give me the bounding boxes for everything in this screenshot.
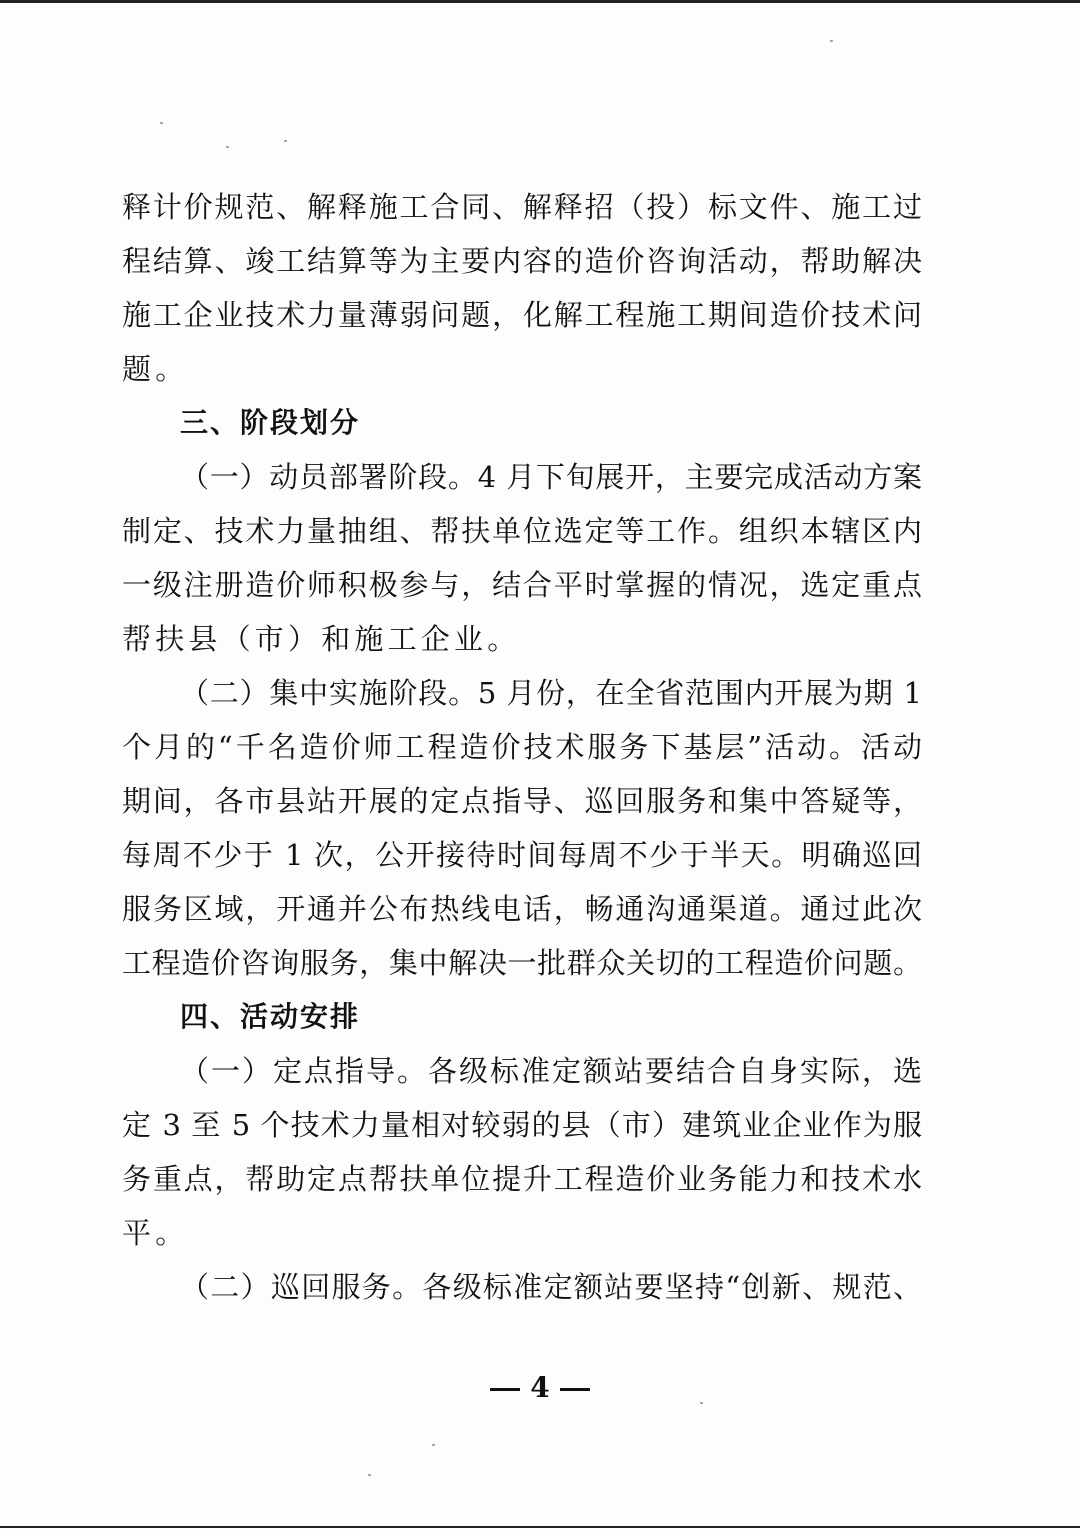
paragraph: [122, 180, 922, 396]
text-line: 平。: [122, 1216, 189, 1250]
scan-speck: [368, 1474, 371, 1476]
text-line: 个月的“千名造价师工程造价技术服务下基层”活动。活动: [122, 730, 922, 764]
document-body: [122, 180, 922, 1314]
footer-dash-right: [560, 1388, 590, 1391]
text-line: 每周不少于 1 次，公开接待时间每周不少于半天。明确巡回: [122, 838, 922, 872]
paragraph: [122, 450, 922, 666]
scan-speck: [284, 140, 287, 142]
footer-dash-left: [490, 1388, 520, 1391]
text-line: （二）集中实施阶段。5 月份，在全省范围内开展为期 1: [180, 676, 922, 710]
paragraph: [122, 1044, 922, 1260]
text-line: 服务区域，开通并公布热线电话，畅通沟通渠道。通过此次: [122, 892, 922, 926]
scan-edge-bottom: [0, 1526, 1080, 1528]
section-heading: 四、活动安排: [180, 1000, 361, 1033]
scan-speck: [432, 1444, 435, 1446]
scan-edge-top: [0, 0, 1080, 3]
text-line: 帮扶县（市）和施工企业。: [122, 622, 521, 656]
text-line: 定 3 至 5 个技术力量相对较弱的县（市）建筑业企业作为服: [122, 1108, 922, 1142]
scan-speck: [160, 122, 163, 124]
text-line: 释计价规范、解释施工合同、解释招（投）标文件、施工过: [122, 190, 922, 224]
text-line: （一）动员部署阶段。4 月下旬展开，主要完成活动方案: [180, 460, 922, 494]
text-line: 施工企业技术力量薄弱问题，化解工程施工期间造价技术问: [122, 298, 922, 332]
text-line: 期间，各市县站开展的定点指导、巡回服务和集中答疑等，: [122, 784, 922, 818]
text-line: 程结算、竣工结算等为主要内容的造价咨询活动，帮助解决: [122, 244, 922, 278]
text-line: 制定、技术力量抽组、帮扶单位选定等工作。组织本辖区内: [122, 514, 922, 548]
text-line: 务重点，帮助定点帮扶单位提升工程造价业务能力和技术水: [122, 1162, 922, 1196]
section-heading: 三、阶段划分: [180, 406, 361, 439]
text-line: 题。: [122, 352, 189, 386]
page-footer: [0, 1368, 1080, 1408]
text-line: 一级注册造价师积极参与，结合平时掌握的情况，选定重点: [122, 568, 922, 602]
text-line: （二）巡回服务。各级标准定额站要坚持“创新、规范、: [180, 1270, 922, 1304]
scan-speck: [226, 146, 229, 148]
page-number: 4: [530, 1371, 550, 1404]
text-line: 工程造价咨询服务，集中解决一批群众关切的工程造价问题。: [122, 946, 922, 980]
paragraph: [122, 1260, 922, 1314]
scan-speck: [830, 40, 833, 42]
text-line: （一）定点指导。各级标准定额站要结合自身实际，选: [180, 1054, 922, 1088]
paragraph: [122, 666, 922, 990]
